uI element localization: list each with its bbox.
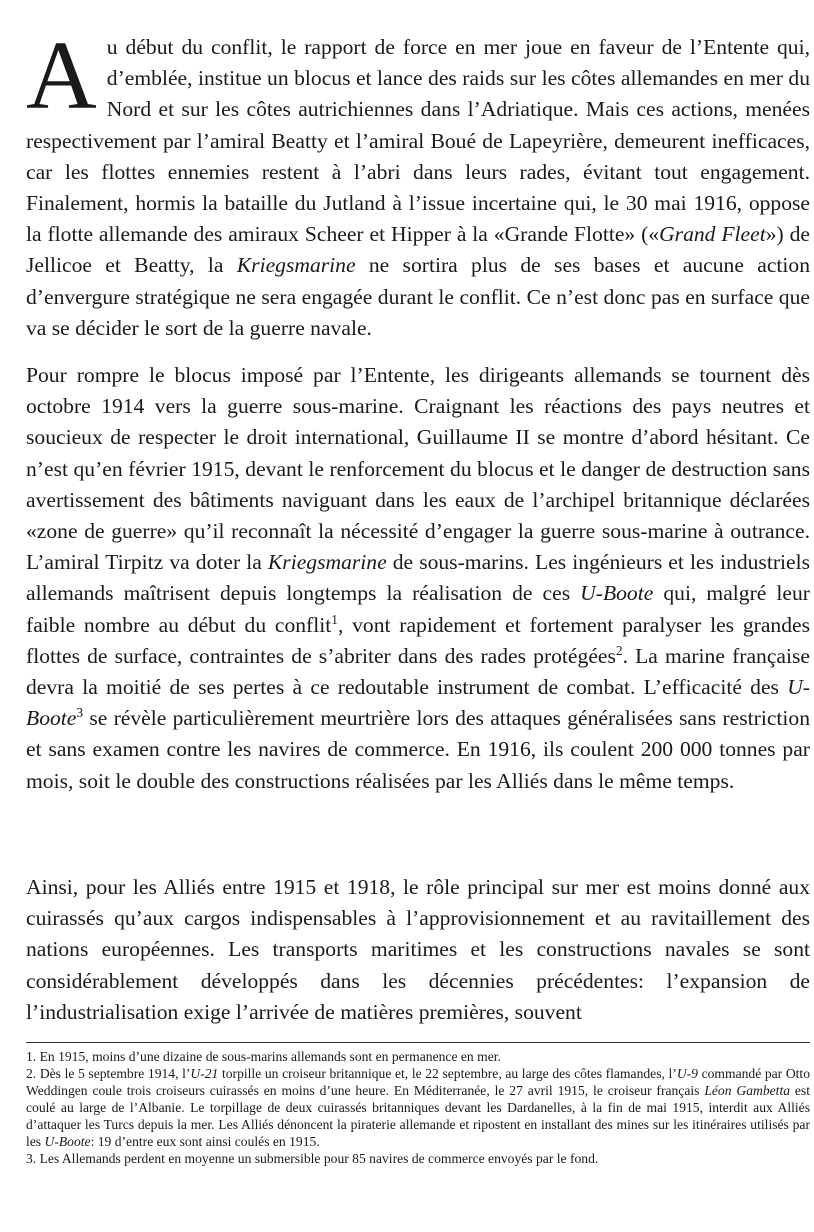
- footnote-3: 3. Les Allemands perdent en moyenne un submersible pour 85 navires de commerce envoyés par le fond.: [26, 1151, 599, 1166]
- text: de sous-marins. Les ingénieurs et les industriels allemands maîtrisent depuis longtemps la réalisation de ces: [26, 550, 810, 606]
- paragraph-1: [26, 22, 810, 344]
- footnote-ref-2: 2: [615, 642, 623, 658]
- italic-text: Grand Fleet: [659, 222, 766, 247]
- italic-text: U-Boote: [26, 675, 810, 731]
- footnote-ref-3: 3: [76, 705, 84, 721]
- footnote-ref-1: 1: [331, 611, 338, 627]
- text: : 19 d’entre eux sont ainsi coulés en 1915.: [90, 1134, 320, 1149]
- italic-text: Kriegsmarine: [236, 253, 356, 278]
- italic-text: U-21: [190, 1066, 219, 1081]
- italic-text: U-9: [676, 1066, 698, 1081]
- text: Pour rompre le blocus imposé par l’Entente, les dirigeants allemands se tournent dès octobre 1914 vers la guerre sous-marine. Craignant les réactions des pays neutres et soucieux de respecter le droit international, Guillaume II se montre d’abord hésitant. Ce n’est qu’en février 1915, devant le renforcement du blocus et le danger de destruction sans avertissement des bâtiments naviguant dans les eaux de l’archipel britannique déclarées «zone de guerre» qu’il reconnaît la nécessité d’engager la guerre sous-marine à outrance. L’amiral Tirpitz va doter la: [26, 363, 810, 575]
- italic-text: U-Boote: [580, 581, 654, 606]
- paragraph-2: [26, 360, 810, 797]
- text: qui, malgré leur faible nombre au début du conflit: [26, 581, 810, 637]
- text: 2. Dès le 5 septembre 1914, l’: [26, 1066, 191, 1081]
- text: commandé par Otto Weddingen coule trois croiseurs cuirassés en moins d’une heure. En Méditerranée, le 27 avril 1915, le croiseur français: [26, 1066, 810, 1098]
- text: , vont rapidement et fortement paralyser les grandes flottes de surface, contraintes de s’abriter dans des rades protégées: [26, 612, 810, 668]
- drop-cap: A: [26, 22, 97, 130]
- italic-text: U-Boote: [44, 1134, 91, 1149]
- text: est coulé au large de l’Albanie. Le torpillage de deux cuirassés britanniques devant les Dardanelles, à la fin de mai 1915, interdit aux Alliés d’attaquer les Turcs depuis la mer. Les Alliés dénoncent la piraterie allemande et ripostent en installant des mines sur les itinéraires utilisés par les: [26, 1083, 811, 1149]
- footnotes: [26, 1048, 810, 1167]
- text: ne sortira plus de ses bases et aucune action d’envergure stratégique ne sera engagée durant le conflit. Ce n’est donc pas en surface que va se décider le sort de la guerre navale.: [26, 253, 810, 340]
- text: Ainsi, pour les Alliés entre 1915 et 1918, le rôle principal sur mer est moins donné aux cuirassés qu’aux cargos indispensables à l’approvisionnement et au ravitaillement des nations européennes. Les transports maritimes et les constructions navales se sont considérablement développés dans les décennies précédentes: l’expansion de l’industrialisation exige l’arrivée de matières premières, souvent: [26, 875, 810, 1024]
- text: u début du conflit, le rapport de force en mer joue en faveur de l’Entente qui, d’emblée, institue un blocus et lance des raids sur les côtes allemandes en mer du Nord et sur les côtes autrichiennes dans l’Adriatique. Mais ces actions, menées respectivement par l’amiral Beatty et l’amiral Boué de Lapeyrière, demeurent inefficaces, car les flottes ennemies restent à l’abri dans leurs rades, évitant tout engagement. Finalement, hormis la bataille du Jutland à l’issue incertaine qui, le 30 mai 1916, oppose la flotte allemande des amiraux Scheer et Hipper à la «Grande Flotte» («: [26, 35, 810, 247]
- italic-text: Kriegsmarine: [267, 550, 387, 575]
- footnote-2: [26, 1065, 810, 1150]
- footnote-1: 1. En 1915, moins d’une dizaine de sous-marins allemands sont en permanence en mer.: [26, 1049, 501, 1064]
- text: ») de Jellicoe et Beatty, la: [26, 222, 810, 278]
- footnote-divider: [26, 1042, 810, 1043]
- text: torpille un croiseur britannique et, le 22 septembre, au large des côtes flamandes, l’: [218, 1066, 677, 1081]
- italic-text: Léon Gambetta: [704, 1083, 791, 1098]
- paragraph-3: [26, 872, 810, 1028]
- text: . La marine française devra la moitié de ses pertes à ce redoutable instrument de combat. L’efficacité des: [26, 643, 810, 700]
- text: se révèle particulièrement meurtrière lors des attaques généralisées sans restriction et sans examen contre les navires de commerce. En 1916, ils coulent 200 000 tonnes par mois, soit le double des constructions réalisées par les Alliés dans le même temps.: [26, 706, 810, 793]
